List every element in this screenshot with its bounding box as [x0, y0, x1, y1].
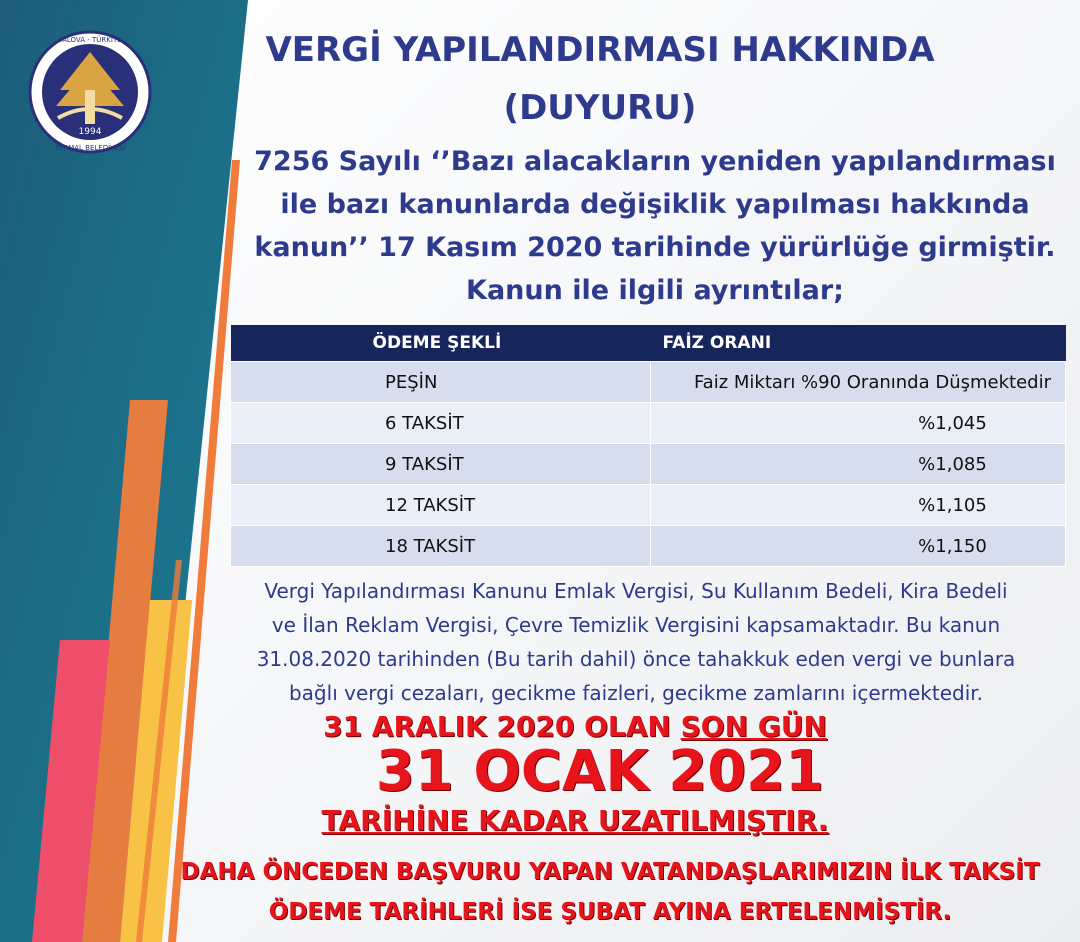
column-header-interest-rate: FAİZ ORANI	[651, 325, 1066, 362]
table-header-row	[231, 325, 1066, 362]
paragraph-line: bağlı vergi cezaları, gecikme faizleri, gecikme zamlarını içermektedir.	[288, 681, 984, 705]
extended-notice: TARİHİNE KADAR UZATILMIŞTIR.	[321, 804, 829, 837]
intro-text	[230, 140, 1080, 312]
table-row	[231, 526, 1066, 567]
municipality-logo	[28, 30, 152, 154]
last-day-text: SON GÜN	[680, 710, 827, 743]
payment-method-cell: 12 TAKSİT	[231, 485, 651, 526]
installment-notice	[150, 852, 1070, 932]
paragraph-line: Vergi Yapılandırması Kanunu Emlak Vergisi, Su Kullanım Bedeli, Kira Bedeli	[264, 579, 1008, 603]
column-header-payment-method: ÖDEME ŞEKLİ	[231, 325, 651, 362]
table-row	[231, 444, 1066, 485]
payment-rates-table	[230, 325, 1066, 567]
intro-line: kanun’’ 17 Kasım 2020 tarihinde yürürlüğe girmiştir.	[254, 232, 1056, 263]
new-deadline-date: 31 OCAK 2021	[375, 739, 825, 804]
logo-top-text: YALOVA - TÜRKİYE	[58, 36, 122, 44]
interest-rate-cell: %1,085	[651, 444, 1066, 485]
intro-line: ile bazı kanunlarda değişiklik yapılması hakkında	[280, 189, 1030, 220]
table-row	[231, 403, 1066, 444]
interest-rate-cell: Faiz Miktarı %90 Oranında Düşmektedir	[651, 362, 1066, 403]
old-deadline-text: 31 ARALIK 2020 OLAN	[323, 710, 681, 743]
payment-method-cell: 9 TAKSİT	[231, 444, 651, 485]
page-subtitle: (DUYURU)	[503, 88, 697, 128]
intro-line: Kanun ile ilgili ayrıntılar;	[466, 275, 844, 306]
table-row	[231, 362, 1066, 403]
intro-line: 7256 Sayılı ‘’Bazı alacakların yeniden yapılandırması	[254, 146, 1056, 177]
payment-method-cell: 18 TAKSİT	[231, 526, 651, 567]
payment-method-cell: PEŞİN	[231, 362, 651, 403]
interest-rate-cell: %1,045	[651, 403, 1066, 444]
interest-rate-cell: %1,150	[651, 526, 1066, 567]
paragraph-line: 31.08.2020 tarihinden (Bu tarih dahil) önce tahakkuk eden vergi ve bunlara	[256, 647, 1016, 671]
logo-bottom-text: TERMAL BELEDİYESİ	[54, 144, 126, 152]
page-title: VERGİ YAPILANDIRMASI HAKKINDA	[265, 30, 935, 70]
interest-rate-cell: %1,105	[651, 485, 1066, 526]
scope-paragraph	[196, 574, 1076, 710]
payment-method-cell: 6 TAKSİT	[231, 403, 651, 444]
paragraph-line: ve İlan Reklam Vergisi, Çevre Temizlik Vergisini kapsamaktadır. Bu kanun	[271, 613, 1001, 637]
installment-line: DAHA ÖNCEDEN BAŞVURU YAPAN VATANDAŞLARIMIZIN İLK TAKSİT	[180, 859, 1040, 885]
table-row	[231, 485, 1066, 526]
logo-year: 1994	[78, 127, 102, 137]
installment-line: ÖDEME TARİHLERİ İSE ŞUBAT AYINA ERTELENMİŞTİR.	[268, 899, 952, 925]
